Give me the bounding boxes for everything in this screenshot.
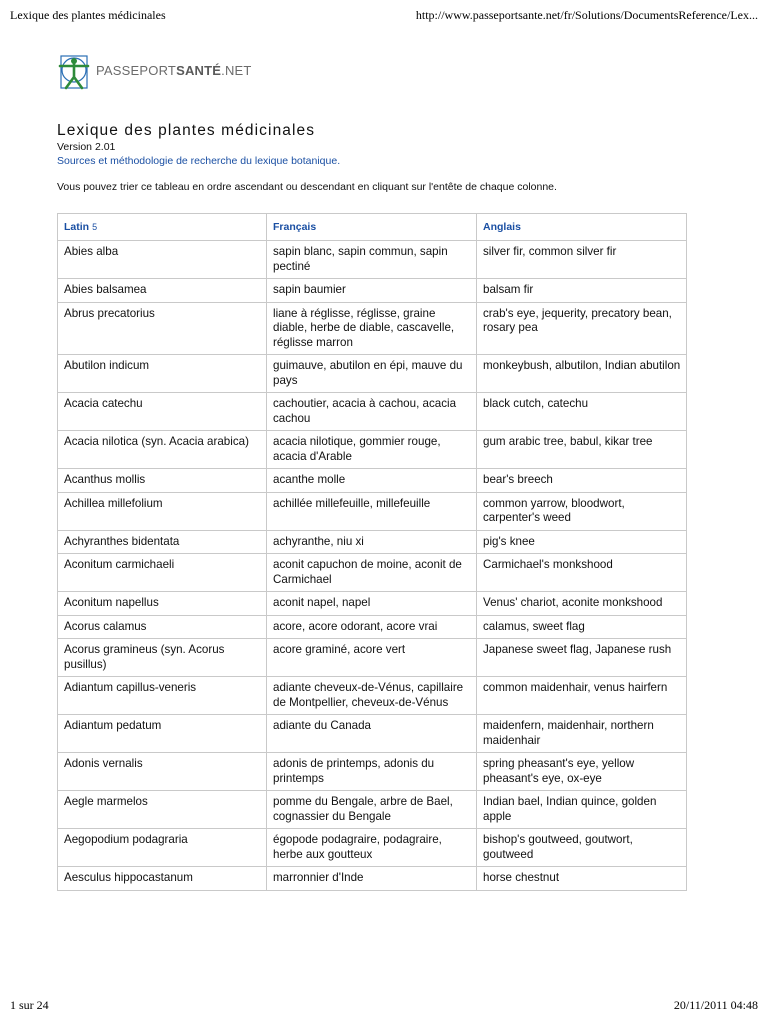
- table-row: [58, 615, 687, 639]
- table-body: [58, 241, 687, 891]
- page-number: 1 sur 24: [10, 998, 49, 1012]
- passeportsante-logo[interactable]: [57, 53, 257, 91]
- cell-francais: sapin blanc, sapin commun, sapin pectiné: [267, 241, 477, 279]
- table-row: [58, 355, 687, 393]
- cell-latin: Aesculus hippocastanum: [58, 867, 267, 891]
- sources-methodology-link[interactable]: Sources et méthodologie de recherche du lexique botanique.: [57, 155, 341, 167]
- cell-francais: aconit napel, napel: [267, 592, 477, 616]
- cell-latin: Adiantum capillus-veneris: [58, 677, 267, 715]
- cell-francais: liane à réglisse, réglisse, graine diable, herbe de diable, cascavelle, réglisse marron: [267, 302, 477, 355]
- cell-anglais: spring pheasant's eye, yellow pheasant's eye, ox-eye: [477, 753, 687, 791]
- cell-anglais: gum arabic tree, babul, kikar tree: [477, 431, 687, 469]
- table-row: [58, 592, 687, 616]
- cell-anglais: maidenfern, maidenhair, northern maidenhair: [477, 715, 687, 753]
- cell-francais: égopode podagraire, podagraire, herbe aux goutteux: [267, 829, 477, 867]
- cell-francais: acore, acore odorant, acore vrai: [267, 615, 477, 639]
- cell-francais: sapin baumier: [267, 279, 477, 303]
- logo-figure-icon: [57, 53, 93, 91]
- cell-latin: Achyranthes bidentata: [58, 530, 267, 554]
- cell-latin: Abies balsamea: [58, 279, 267, 303]
- cell-latin: Abrus precatorius: [58, 302, 267, 355]
- cell-latin: Abies alba: [58, 241, 267, 279]
- cell-latin: Acanthus mollis: [58, 469, 267, 493]
- cell-francais: marronnier d'Inde: [267, 867, 477, 891]
- table-row: [58, 393, 687, 431]
- table-row: [58, 492, 687, 530]
- cell-latin: Adiantum pedatum: [58, 715, 267, 753]
- cell-anglais: horse chestnut: [477, 867, 687, 891]
- cell-latin: Abutilon indicum: [58, 355, 267, 393]
- cell-anglais: Japanese sweet flag, Japanese rush: [477, 639, 687, 677]
- cell-francais: acacia nilotique, gommier rouge, acacia d'Arable: [267, 431, 477, 469]
- cell-latin: Aconitum carmichaeli: [58, 554, 267, 592]
- cell-anglais: balsam fir: [477, 279, 687, 303]
- print-datetime: 20/11/2011 04:48: [673, 998, 758, 1012]
- cell-anglais: bear's breech: [477, 469, 687, 493]
- cell-latin: Acacia nilotica (syn. Acacia arabica): [58, 431, 267, 469]
- column-header-anglais[interactable]: Anglais: [477, 214, 687, 241]
- table-row: [58, 554, 687, 592]
- table-row: [58, 241, 687, 279]
- cell-latin: Aconitum napellus: [58, 592, 267, 616]
- cell-francais: acanthe molle: [267, 469, 477, 493]
- cell-francais: adonis de printemps, adonis du printemps: [267, 753, 477, 791]
- logo-text: PASSEPORTSANTÉ.NET: [96, 63, 252, 78]
- intro-text: Vous pouvez trier ce tableau en ordre ascendant ou descendant en cliquant sur l'entête de chaque colonne.: [57, 181, 557, 193]
- page-title: Lexique des plantes médicinales: [57, 122, 316, 139]
- cell-francais: pomme du Bengale, arbre de Bael, cognassier du Bengale: [267, 791, 477, 829]
- column-header-latin[interactable]: Latin 5: [58, 214, 267, 241]
- cell-anglais: crab's eye, jequerity, precatory bean, rosary pea: [477, 302, 687, 355]
- cell-latin: Acorus calamus: [58, 615, 267, 639]
- table-row: [58, 431, 687, 469]
- table-row: [58, 715, 687, 753]
- table-row: [58, 302, 687, 355]
- cell-anglais: silver fir, common silver fir: [477, 241, 687, 279]
- cell-latin: Acacia catechu: [58, 393, 267, 431]
- table-row: [58, 753, 687, 791]
- cell-latin: Adonis vernalis: [58, 753, 267, 791]
- cell-anglais: common maidenhair, venus hairfern: [477, 677, 687, 715]
- cell-francais: achyranthe, niu xi: [267, 530, 477, 554]
- table-row: [58, 279, 687, 303]
- table-row: [58, 829, 687, 867]
- table-row: [58, 639, 687, 677]
- plants-table: [57, 213, 687, 891]
- print-header-title: Lexique des plantes médicinales: [10, 8, 166, 22]
- table-row: [58, 530, 687, 554]
- cell-francais: acore graminé, acore vert: [267, 639, 477, 677]
- cell-anglais: Carmichael's monkshood: [477, 554, 687, 592]
- version-label: Version 2.01: [57, 141, 116, 153]
- cell-francais: aconit capuchon de moine, aconit de Carmichael: [267, 554, 477, 592]
- table-row: [58, 791, 687, 829]
- table-row: [58, 867, 687, 891]
- cell-latin: Aegopodium podagraria: [58, 829, 267, 867]
- cell-francais: achillée millefeuille, millefeuille: [267, 492, 477, 530]
- cell-francais: cachoutier, acacia à cachou, acacia cachou: [267, 393, 477, 431]
- cell-anglais: common yarrow, bloodwort, carpenter's weed: [477, 492, 687, 530]
- cell-anglais: pig's knee: [477, 530, 687, 554]
- cell-anglais: bishop's goutweed, goutwort, goutweed: [477, 829, 687, 867]
- cell-anglais: calamus, sweet flag: [477, 615, 687, 639]
- cell-francais: adiante cheveux-de-Vénus, capillaire de Montpellier, cheveux-de-Vénus: [267, 677, 477, 715]
- cell-latin: Achillea millefolium: [58, 492, 267, 530]
- cell-latin: Acorus gramineus (syn. Acorus pusillus): [58, 639, 267, 677]
- cell-francais: guimauve, abutilon en épi, mauve du pays: [267, 355, 477, 393]
- cell-latin: Aegle marmelos: [58, 791, 267, 829]
- cell-anglais: Venus' chariot, aconite monkshood: [477, 592, 687, 616]
- cell-francais: adiante du Canada: [267, 715, 477, 753]
- column-header-francais[interactable]: Français: [267, 214, 477, 241]
- table-header-row: [58, 214, 687, 241]
- print-header-url: http://www.passeportsante.net/fr/Solutions/DocumentsReference/Lex...: [415, 8, 758, 22]
- cell-anglais: monkeybush, albutilon, Indian abutilon: [477, 355, 687, 393]
- table-row: [58, 469, 687, 493]
- table-row: [58, 677, 687, 715]
- cell-anglais: black cutch, catechu: [477, 393, 687, 431]
- cell-anglais: Indian bael, Indian quince, golden apple: [477, 791, 687, 829]
- sort-icon: 5: [92, 222, 98, 232]
